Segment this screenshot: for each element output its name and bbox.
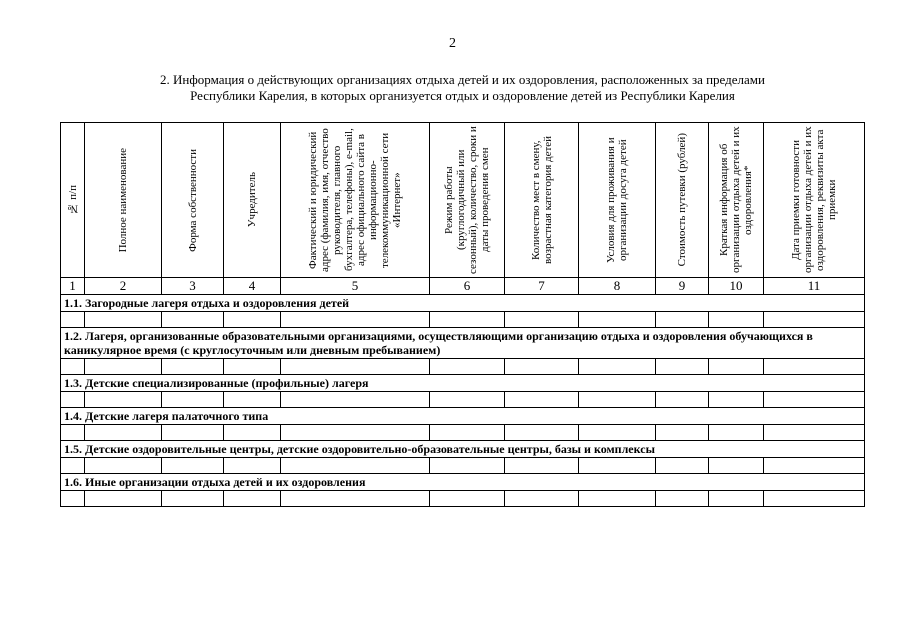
col-header bbox=[709, 123, 764, 278]
col-header-label: Краткая информация об организации отдыха детей и их оздоровления* bbox=[718, 126, 754, 274]
table-row bbox=[61, 392, 865, 408]
section-row bbox=[61, 408, 865, 425]
col-header bbox=[430, 123, 505, 278]
section-row bbox=[61, 328, 865, 359]
section-title: 1.6. Иные организации отдыха детей и их оздоровления bbox=[61, 474, 865, 491]
col-header bbox=[61, 123, 85, 278]
organizations-table bbox=[60, 122, 865, 507]
col-header bbox=[224, 123, 281, 278]
section-title: 1.1. Загородные лагеря отдыха и оздоровления детей bbox=[61, 295, 865, 312]
col-header-label: Дата приемки готовности организации отдыха детей и их оздоровления, реквизиты акта приемки bbox=[790, 126, 838, 274]
col-header bbox=[162, 123, 224, 278]
column-number: 8 bbox=[579, 278, 656, 295]
col-header-label: Учредитель bbox=[246, 172, 258, 228]
col-header bbox=[579, 123, 656, 278]
section-title: 1.5. Детские оздоровительные центры, детские оздоровительно-образовательные центры, базы и комплексы bbox=[61, 441, 865, 458]
heading-line-2: Республики Карелия, в которых организуется отдых и оздоровление детей из Республики Карелия bbox=[190, 88, 735, 103]
table-row bbox=[61, 458, 865, 474]
col-header bbox=[764, 123, 865, 278]
column-number: 3 bbox=[162, 278, 224, 295]
column-number: 11 bbox=[764, 278, 865, 295]
column-number: 9 bbox=[656, 278, 709, 295]
col-header bbox=[85, 123, 162, 278]
column-number: 7 bbox=[505, 278, 579, 295]
document-heading bbox=[60, 72, 865, 104]
column-number: 5 bbox=[281, 278, 430, 295]
col-header-label: Условия для проживания и организации досуга детей bbox=[605, 137, 629, 263]
section-title: 1.2. Лагеря, организованные образовательными организациями, осуществляющими организацию отдыха и оздоровления обучающихся в каникулярное время (с круглосуточным или дневным пребыванием) bbox=[61, 328, 865, 359]
col-header-label: № п/п bbox=[66, 185, 79, 215]
col-header-label: Полное наименование bbox=[117, 147, 129, 253]
table-row bbox=[61, 312, 865, 328]
section-title: 1.4. Детские лагеря палаточного типа bbox=[61, 408, 865, 425]
col-header bbox=[656, 123, 709, 278]
column-number: 6 bbox=[430, 278, 505, 295]
column-number: 2 bbox=[85, 278, 162, 295]
page-number: 2 bbox=[449, 36, 456, 51]
section-row bbox=[61, 474, 865, 491]
table-row bbox=[61, 425, 865, 441]
table-row bbox=[61, 491, 865, 507]
column-number: 4 bbox=[224, 278, 281, 295]
col-header-label: Фактический и юридический адрес (фамилия, имя, отчество руководителя, главного бухгалтера, телефоны), e-mail, адрес официального сайта в информационно-телекоммуникационной сети «Интернет» bbox=[307, 128, 403, 272]
col-header bbox=[505, 123, 579, 278]
col-header bbox=[281, 123, 430, 278]
col-header-label: Форма собственности bbox=[186, 148, 199, 252]
col-header-label: Стоимость путевки (рублей) bbox=[676, 133, 688, 267]
table-row bbox=[61, 359, 865, 375]
section-row bbox=[61, 295, 865, 312]
column-number-row bbox=[61, 278, 865, 295]
table-header-row bbox=[61, 123, 865, 278]
column-number: 1 bbox=[61, 278, 85, 295]
col-header-label: Количество мест в смену, возрастная категория детей bbox=[529, 135, 554, 265]
section-row bbox=[61, 441, 865, 458]
column-number: 10 bbox=[709, 278, 764, 295]
section-row bbox=[61, 375, 865, 392]
heading-line-1: 2. Информация о действующих организациях отдыха детей и их оздоровления, расположенных за пределами bbox=[160, 72, 765, 87]
section-title: 1.3. Детские специализированные (профильные) лагеря bbox=[61, 375, 865, 392]
col-header-label: Режим работы (круглогодичный или сезонный), количество, сроки и даты проведения смен bbox=[443, 126, 491, 274]
